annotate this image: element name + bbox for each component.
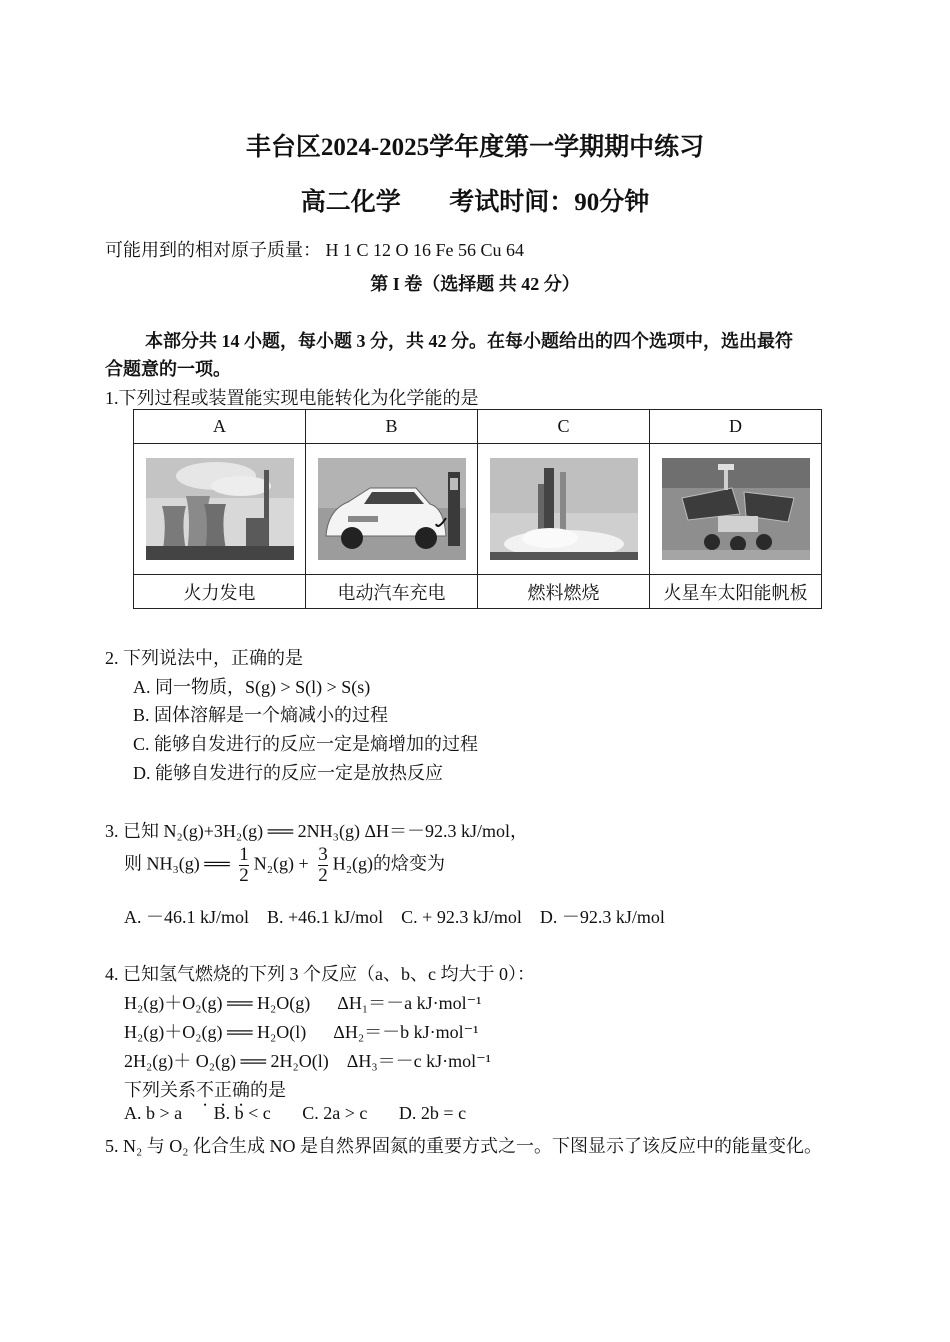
q1-stem: 1.下列过程或装置能实现电能转化为化学能的是 <box>105 388 479 408</box>
q3-frac2-numerator: 3 <box>318 844 328 865</box>
q5-stem: 5. N₂ 与 O₂ 化合生成 NO 是自然界固氮的重要方式之一。下图显示了该反应中的能量变化。 <box>105 1136 823 1156</box>
instructions-line-2: 合题意的一项。 <box>105 359 231 379</box>
q1-header-d: D <box>650 410 822 444</box>
q4-reaction-1: H₂(g)＋O₂(g) ══ H₂O(g) ΔH₁＝－a kJ·mol⁻¹ <box>124 993 482 1013</box>
q3-fraction-one-half <box>239 845 249 886</box>
q4-reaction-2: H₂(g)＋O₂(g) ══ H₂O(l) ΔH₂＝－b kJ·mol⁻¹ <box>124 1022 479 1042</box>
q4-reaction-3: 2H₂(g)＋ O₂(g) ══ 2H₂O(l) ΔH₃＝－c kJ·mol⁻¹ <box>124 1051 492 1071</box>
instructions-line-1: 本部分共 14 小题，每小题 3 分，共 42 分。在每小题给出的四个选项中，选出最符 <box>145 331 793 351</box>
q2-option-b: B. 固体溶解是一个熵减小的过程 <box>133 705 389 725</box>
q3-frac2-denominator: 2 <box>318 865 328 886</box>
atomic-mass-values: H 1 C 12 O 16 Fe 56 Cu 64 <box>325 240 525 260</box>
exam-time-label: 考试时间：90分钟 <box>449 189 650 216</box>
q3-frac1-denominator: 2 <box>239 865 249 886</box>
q1-header-a: A <box>134 410 306 444</box>
atomic-mass-label: 可能用到的相对原子质量： <box>105 240 321 261</box>
exam-title: 丰台区2024-2025学年度第一学期期中练习 <box>245 134 705 161</box>
q3-frac1-numerator: 1 <box>239 844 249 865</box>
q3-line2-suffix: H₂(g)的焓变为 <box>332 853 445 874</box>
q3-options: A. －46.1 kJ/mol B. +46.1 kJ/mol C. + 92.3 kJ/mol D. －92.3 kJ/mol <box>124 907 665 927</box>
q1-caption-c: 燃料燃烧 <box>478 575 650 609</box>
q4-ask-suffix: 的是 <box>250 1080 286 1100</box>
q3-stem <box>105 817 528 843</box>
q1-options-table <box>133 409 822 609</box>
q2-option-d: D. 能够自发进行的反应一定是放热反应 <box>133 763 443 783</box>
q4-options: A. b > a B. b < c C. 2a > c D. 2b = c <box>124 1103 467 1123</box>
q3-fraction-three-halves <box>318 845 328 886</box>
atomic-mass-line <box>105 236 524 262</box>
q2-stem: 2. 下列说法中，正确的是 <box>105 648 303 668</box>
mars-rover-photo <box>662 458 810 560</box>
rocket-launch-photo <box>490 458 638 560</box>
electric-car-charging-photo <box>318 458 466 560</box>
subject-label: 高二化学 <box>300 189 401 216</box>
q4-ask-prefix: 下列关系 <box>124 1080 196 1100</box>
q3-line2-prefix: 则 NH₃(g) ══ <box>124 853 230 874</box>
q4-ask-emphasis: 不正确 <box>196 1080 250 1100</box>
power-plant-photo <box>146 458 294 560</box>
section-title: 第 I 卷（选择题 共 42 分） <box>370 274 580 294</box>
q4-stem: 4. 已知氢气燃烧的下列 3 个反应（a、b、c 均大于 0）： <box>105 964 535 984</box>
q2-option-c: C. 能够自发进行的反应一定是熵增加的过程 <box>133 734 479 754</box>
q3-stem-prefix: 3. 已知 <box>105 821 164 841</box>
q1-caption-d: 火星车太阳能帆板 <box>650 575 822 609</box>
q3-given-equation: N₂(g)+3H₂(g) ══ 2NH₃(g) ΔH＝－92.3 kJ/mol， <box>163 821 529 841</box>
q3-line2-mid: N₂(g) + <box>253 853 309 874</box>
q1-caption-a: 火力发电 <box>134 575 306 609</box>
q3-target-equation <box>124 845 445 886</box>
q1-header-c: C <box>478 410 650 444</box>
exam-subtitle <box>0 182 950 218</box>
q2-option-a: A. 同一物质，S(g) > S(l) > S(s) <box>133 677 371 697</box>
q1-header-b: B <box>306 410 478 444</box>
q1-caption-b: 电动汽车充电 <box>306 575 478 609</box>
